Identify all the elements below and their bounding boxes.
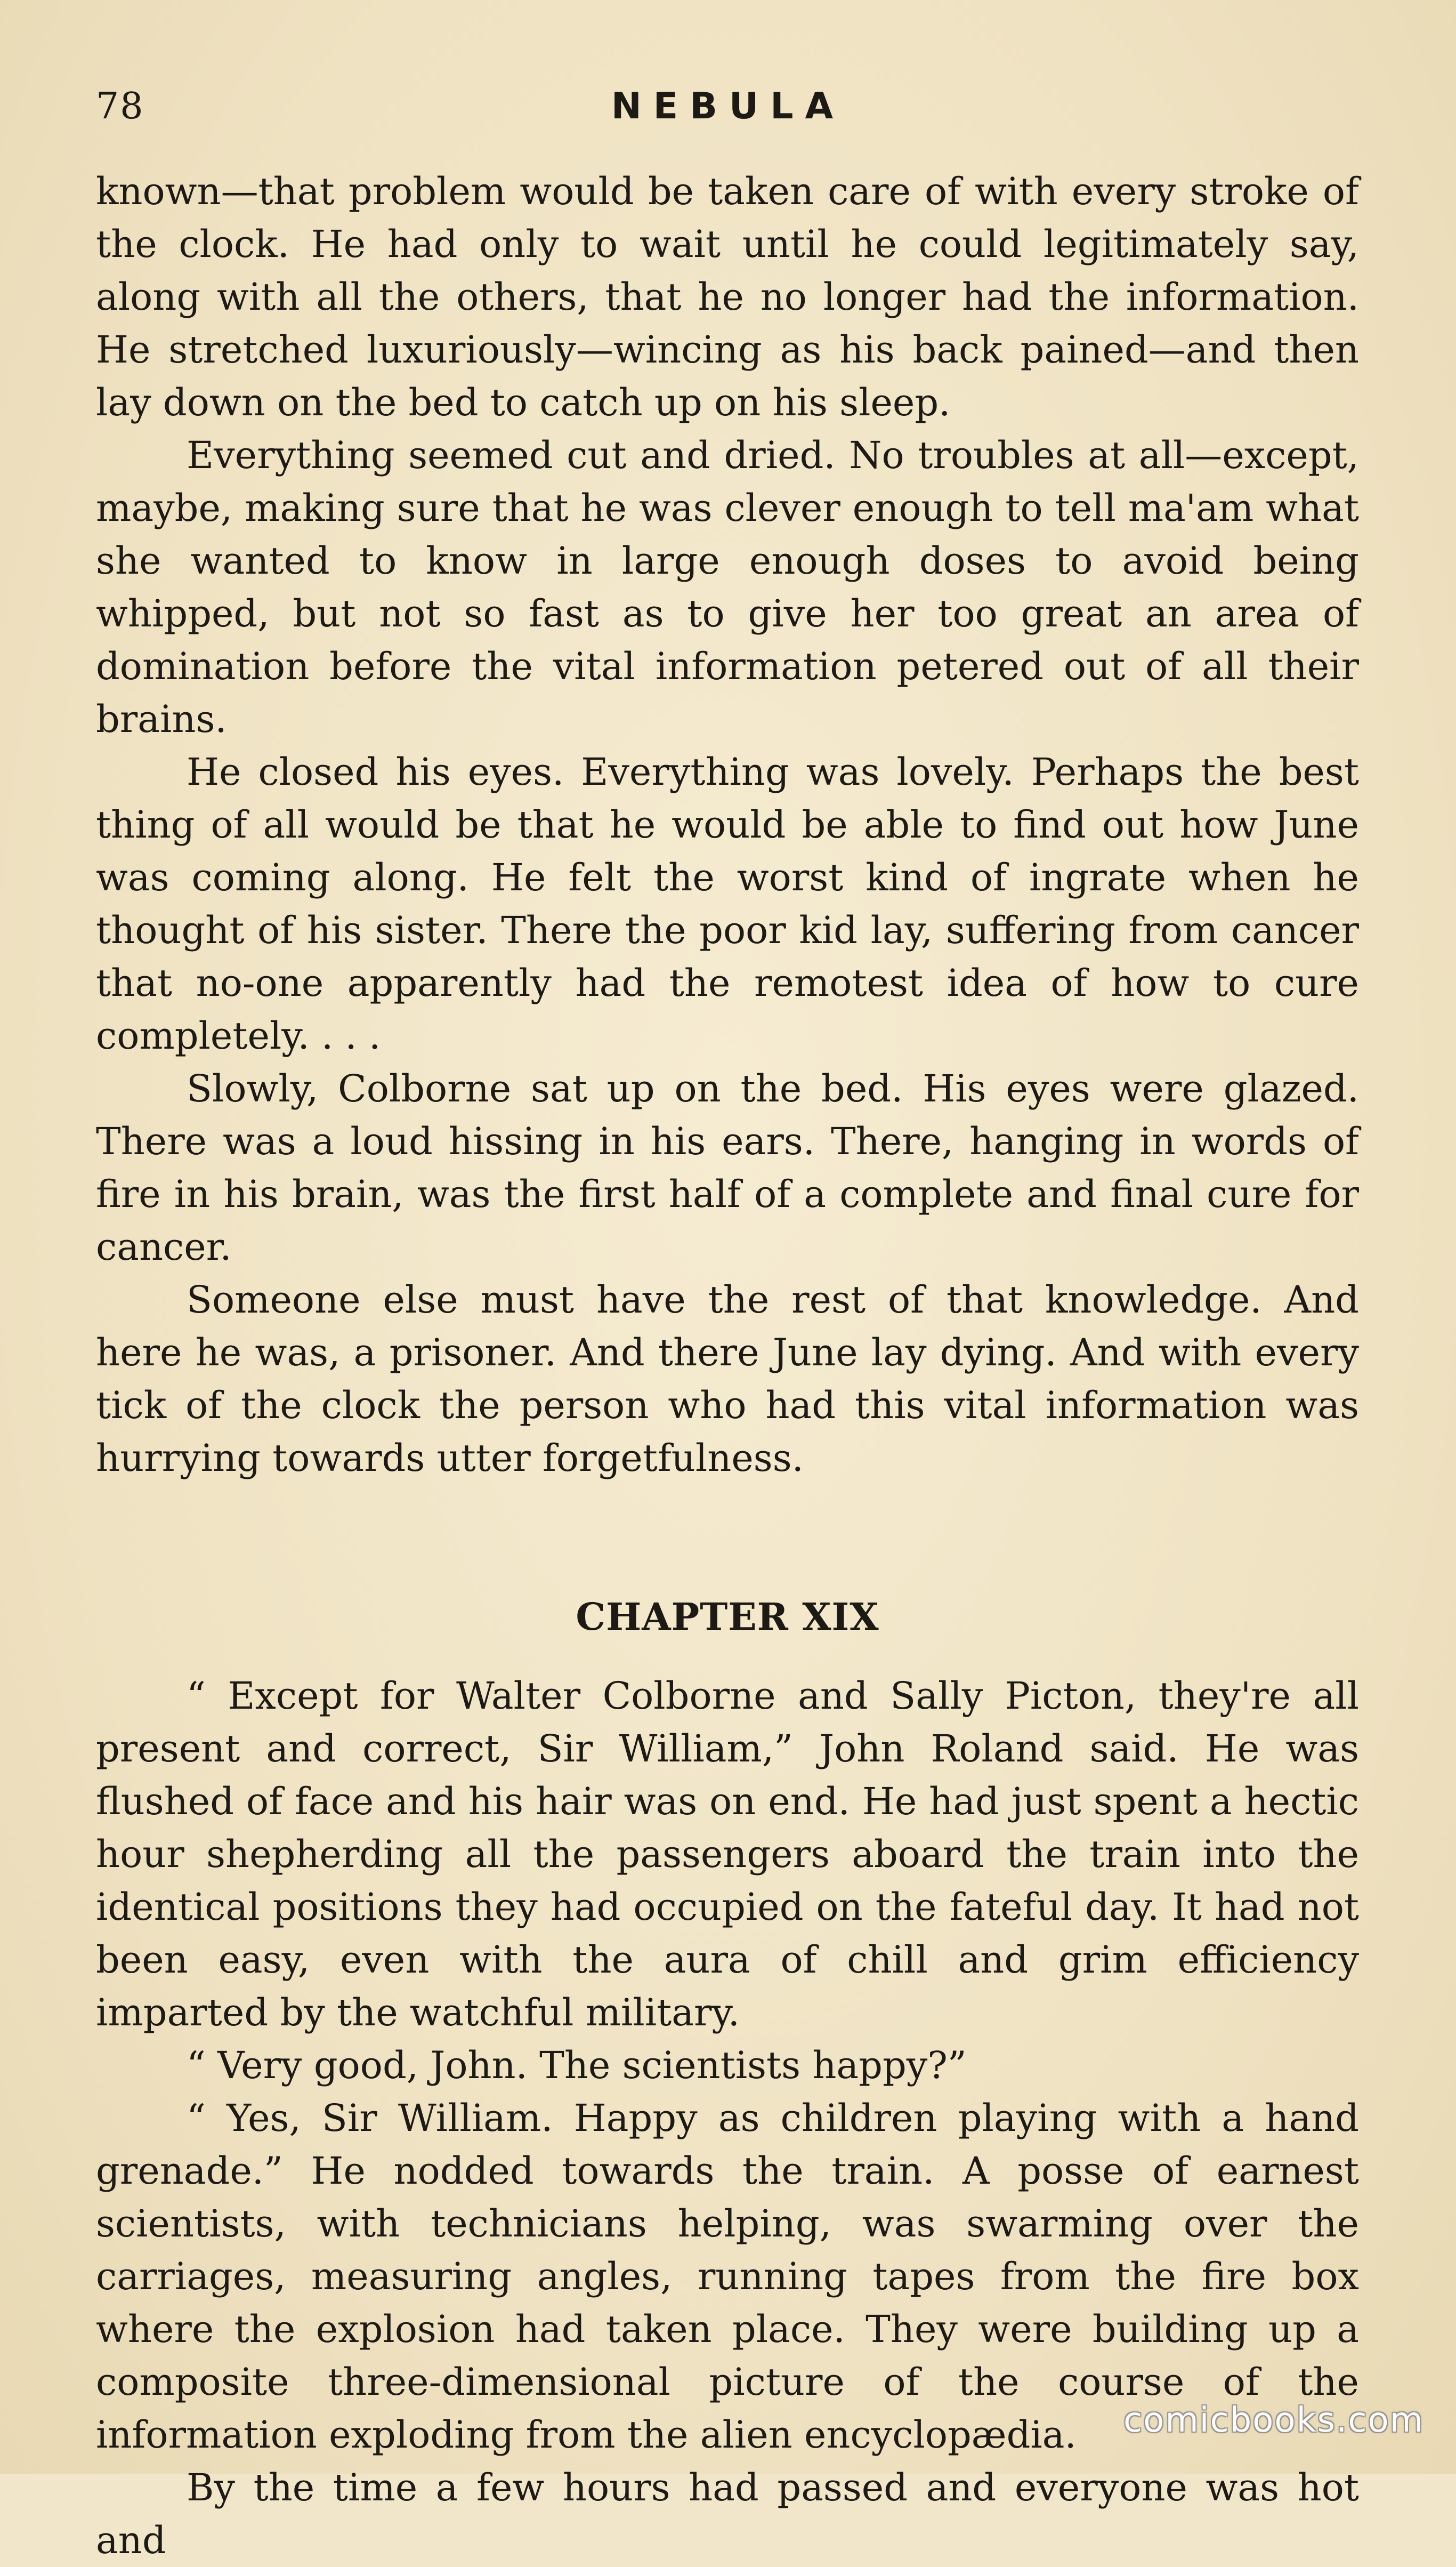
paragraph: Everything seemed cut and dried. No troubles at all—except, maybe, making sure that he was clever enough to tell ma'am what she wanted to know in large enough doses to avoid being whipped, but not so fast as to give her too great an area of domination before the vital information petered out of all their brains.: [96, 433, 1359, 741]
paragraph-continued: known—that problem would be taken care of with every stroke of the clock. He had only to wait until he could legitimately say, along with all the others, that he no longer had the information. He stretched luxuriously—wincing as his back pained—and then lay down on the bed to catch up on his sleep.: [96, 170, 1359, 424]
source-watermark: comicbooks.com: [1123, 2401, 1424, 2440]
paragraph: “ Very good, John. The scientists happy?”: [187, 2043, 967, 2087]
paragraph: Someone else must have the rest of that knowledge. And here he was, a prisoner. And there June lay dying. And with every tick of the clock the person who had this vital information was hurrying towards utter forgetfulness.: [96, 1278, 1359, 1480]
paragraph: “ Except for Walter Colborne and Sally Picton, they're all present and correct, Sir William,” John Roland said. He was flushed of face and his hair was on end. He had just spent a hectic hour shepherding all the passengers aboard the train into the identical positions they had occupied on the fateful day. It had not been easy, even with the aura of chill and grim efficiency imparted by the watchful military.: [96, 1674, 1359, 2034]
paragraph: “ Yes, Sir William. Happy as children playing with a hand grenade.” He nodded towards the train. A posse of earnest scientists, with technicians helping, was swarming over the carriages, measuring angles, running tapes from the fire box where the explosion had taken place. They were building up a composite three-dimensional picture of the course of the information exploding from the alien encyclopædia.: [96, 2096, 1359, 2457]
chapter-heading: CHAPTER XIX: [576, 1595, 879, 1639]
paragraph-final: By the time a few hours had passed and everyone was hot and: [96, 2466, 1359, 2562]
running-head-title: NEBULA: [611, 85, 845, 127]
paragraph: Slowly, Colborne sat up on the bed. His eyes were glazed. There was a loud hissing in his ears. There, hanging in words of fire in his brain, was the first half of a complete and final cure for cancer.: [96, 1067, 1359, 1269]
page-number: 78: [96, 85, 144, 127]
paragraph: He closed his eyes. Everything was lovely. Perhaps the best thing of all would be that he would be able to find out how June was coming along. He felt the worst kind of ingrate when he thought of his sister. There the poor kid lay, suffering from cancer that no-one apparently had the remotest idea of how to cure completely. . . .: [96, 750, 1359, 1058]
body-text: [96, 165, 1359, 2567]
page-header: [96, 80, 1360, 139]
